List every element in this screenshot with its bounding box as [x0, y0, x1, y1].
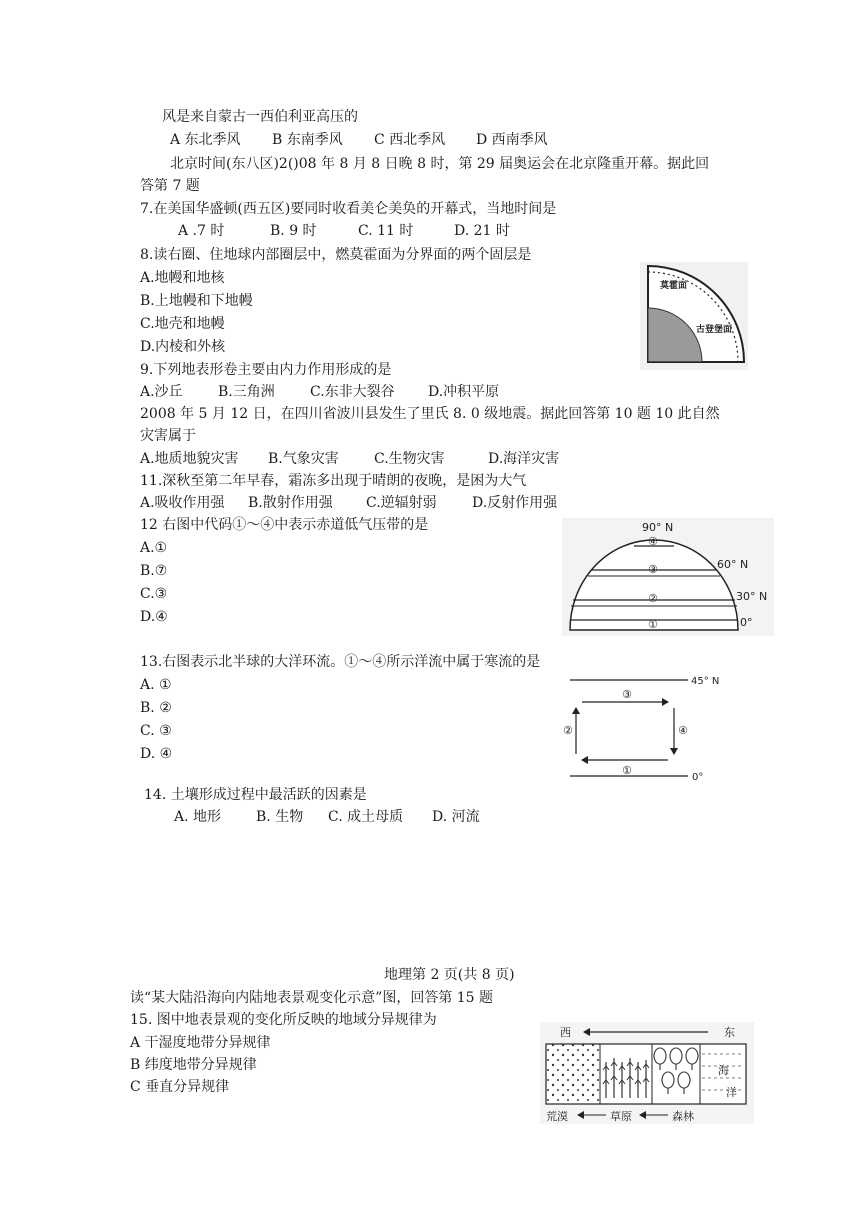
current-code-2: ②	[563, 724, 573, 737]
belt-code-3: ③	[648, 563, 658, 576]
west-label: 西	[560, 1026, 571, 1039]
olympics-passage-line2: 答第 7 题	[140, 178, 200, 194]
ocean-currents-figure	[562, 668, 722, 786]
current-code-1: ①	[622, 764, 632, 777]
q12-stem: 12 右图中代码①～④中表示赤道低气压带的是	[140, 517, 429, 533]
option-b: B.三角洲	[218, 384, 275, 400]
belt-code-4: ④	[648, 535, 658, 548]
current-code-4: ④	[678, 724, 688, 737]
option-c: C.逆辐射弱	[366, 495, 437, 511]
earth-layers-figure	[640, 262, 748, 370]
intro-line: 风是来自蒙古一西伯利亚高压的	[162, 109, 358, 125]
q15-option-a: A 干湿度地带分异规律	[130, 1035, 271, 1051]
q13-option-d: D. ④	[140, 746, 173, 762]
current-code-3: ③	[622, 688, 632, 701]
option-d: D.冲积平原	[428, 384, 500, 400]
lat-label-30n: 30° N	[736, 590, 768, 603]
option-a: A. 地形	[174, 809, 222, 825]
option-b: B.散射作用强	[248, 495, 333, 511]
ocean-label-1: 海	[718, 1064, 729, 1077]
q12-option-a: A.①	[140, 540, 168, 556]
zone-label-desert: 荒漠	[546, 1110, 568, 1123]
q13-option-a: A. ①	[140, 677, 172, 693]
moho-label: 莫霍面	[660, 281, 688, 291]
q13-stem: 13.右图表示北半球的大洋环流。①～④所示洋流中属于寒流的是	[140, 654, 541, 670]
desert-zone	[546, 1044, 600, 1104]
q8-option-b: B.上地幔和下地幔	[140, 293, 253, 309]
page-number-footer: 地理第 2 页(共 8 页)	[384, 967, 515, 983]
q13-option-c: C. ③	[140, 723, 172, 739]
zone-label-forest: 森林	[672, 1110, 694, 1123]
q13-option-b: B. ②	[140, 700, 172, 716]
landscape-zones-figure	[540, 1022, 754, 1124]
pressure-belts-figure	[562, 518, 774, 636]
q15-stem: 15. 图中地表景观的变化所反映的地域分异规律为	[130, 1012, 437, 1028]
q12-option-d: D.④	[140, 609, 168, 625]
option-d: D 西南季风	[476, 132, 548, 148]
option-a: A.地质地貌灾害	[140, 451, 239, 467]
q10-options	[140, 450, 559, 468]
q8-option-d: D.内棱和外核	[140, 339, 226, 355]
q12-option-c: C.③	[140, 586, 168, 602]
belt-code-1: ①	[648, 618, 658, 631]
option-a: A.沙丘	[140, 384, 183, 400]
q7-options	[178, 222, 510, 240]
q11-options	[140, 494, 557, 512]
q9-options	[140, 383, 499, 401]
option-a: A.吸收作用强	[140, 495, 225, 511]
option-b: B.气象灾害	[268, 451, 339, 467]
q10-passage-line2: 灾害属于	[140, 428, 196, 444]
ocean-label-2: 洋	[726, 1086, 737, 1099]
option-a: A .7 时	[178, 223, 225, 239]
q14-options	[174, 808, 480, 826]
option-c: C. 11 时	[358, 223, 414, 239]
q8-option-a: A.地幔和地核	[140, 270, 225, 286]
option-c: C 西北季风	[374, 132, 446, 148]
option-b: B 东南季风	[272, 132, 343, 148]
lat-label-0: 0°	[740, 616, 753, 629]
q15-intro: 读“某大陆沿海向内陆地表景观变化示意”图，回答第 15 题	[130, 990, 494, 1006]
lat-label-90n: 90° N	[642, 521, 674, 534]
east-label: 东	[724, 1026, 735, 1039]
option-d: D. 21 时	[454, 223, 510, 239]
option-d: D.海洋灾害	[488, 451, 560, 467]
option-b: B. 生物	[256, 809, 304, 825]
q10-passage-line1: 2008 年 5 月 12 日，在四川省波川县发生了里氏 8. 0 级地震。据此回答第 10 题 10 此自然	[140, 406, 720, 422]
q8-stem: 8.读右圈、住地球内部圈层中，燃莫霍面为分界面的两个固层是	[140, 247, 532, 263]
lat-label-45n: 45° N	[691, 676, 720, 687]
q15-option-b: B 纬度地带分异规律	[130, 1057, 257, 1073]
option-c: C.生物灾害	[374, 451, 445, 467]
option-a: A 东北季风	[170, 132, 241, 148]
q8-option-c: C.地壳和地幔	[140, 316, 225, 332]
option-c: C.东非大裂谷	[310, 384, 395, 400]
lat-label-60n: 60° N	[717, 558, 749, 571]
q11-stem: 11.深秋至第二年早春，霜冻多出现于晴朗的夜晚，是困为大气	[140, 473, 527, 489]
q14-stem: 14. 土壤形成过程中最活跃的因素是	[144, 787, 367, 803]
option-d: D.反射作用强	[472, 495, 558, 511]
option-b: B. 9 时	[270, 223, 317, 239]
q12-option-b: B.⑦	[140, 563, 168, 579]
q15-option-c: C 垂直分异规律	[130, 1079, 230, 1095]
option-d: D. 河流	[432, 809, 480, 825]
lat-label-0: 0°	[692, 772, 704, 783]
q7-stem: 7.在美国华盛顿(西五区)要同时收看美仑美奂的开幕式，当地时间是	[140, 201, 557, 217]
intro-options	[170, 131, 548, 149]
gutenberg-label: 古登堡面	[696, 325, 733, 335]
q9-stem: 9.下列地表形卷主要由内力作用形成的是	[140, 362, 392, 378]
olympics-passage-line1: 北京时间(东八区)2()08 年 8 月 8 日晚 8 时，第 29 届奥运会在北京隆重开幕。据此回	[170, 156, 710, 172]
zone-label-grassland: 草原	[610, 1110, 632, 1123]
belt-code-2: ②	[648, 592, 658, 605]
option-c: C. 成土母质	[328, 809, 404, 825]
